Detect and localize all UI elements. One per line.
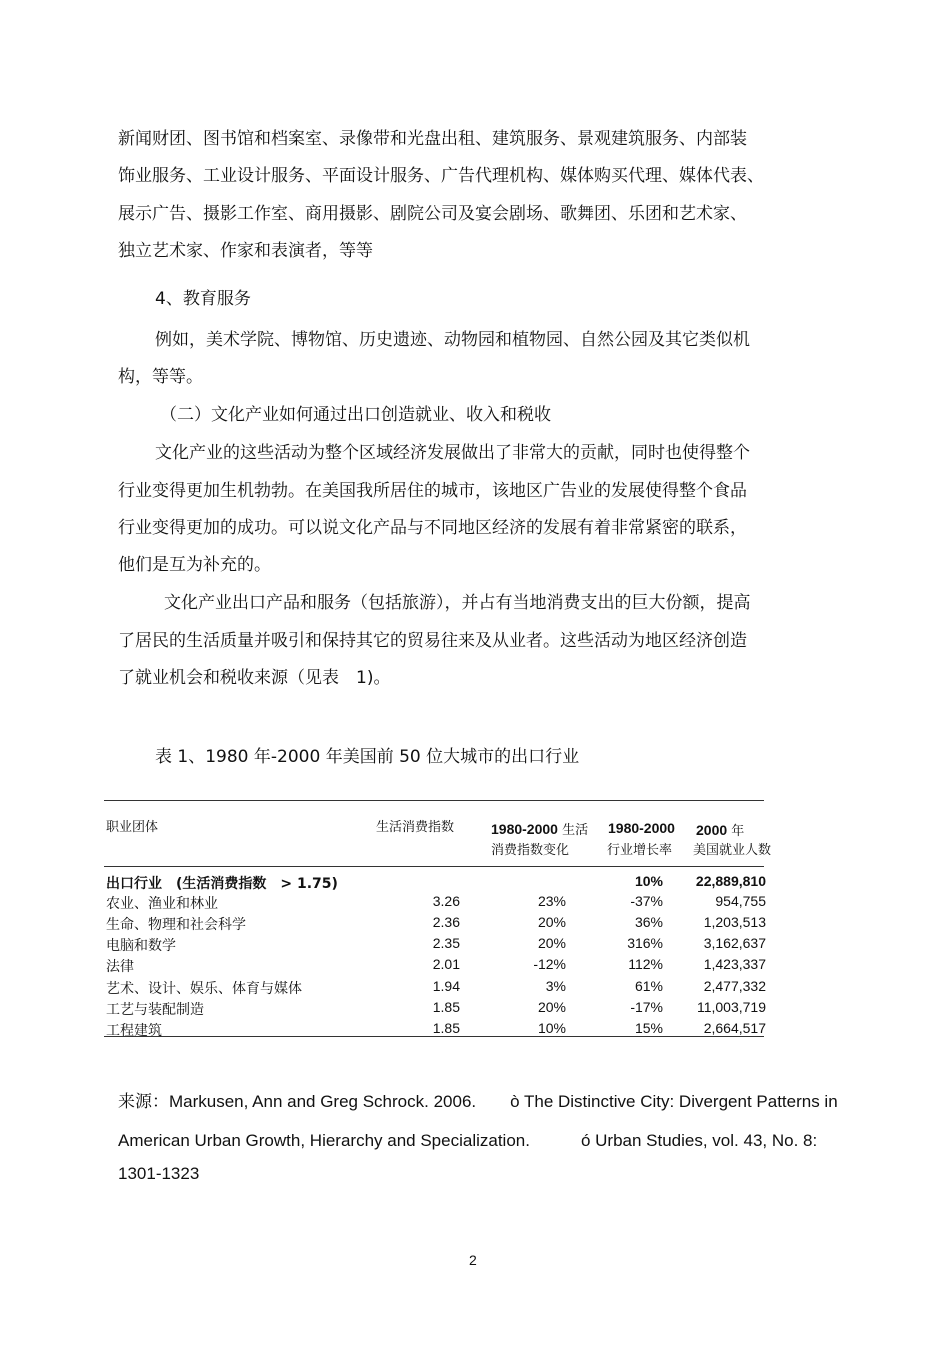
cell-index-change: 10% — [537, 1020, 566, 1036]
cell-index: 2.35 — [432, 935, 460, 951]
cell-index-change: 20% — [537, 999, 566, 1015]
header-index-change-line2: 消费指数变化 — [491, 843, 570, 858]
cell-growth: 36% — [634, 914, 663, 930]
source-line: 1301-1323 — [118, 1164, 200, 1183]
header-growth-line2: 行业增长率 — [607, 843, 673, 858]
table-row — [106, 999, 768, 1020]
cell-growth: 10% — [634, 873, 663, 889]
cell-group: 电脑和数学 — [106, 938, 176, 954]
table-row — [106, 893, 768, 914]
table-caption: 表 1、1980 年-2000 年美国前 50 位大城市的出口行业 — [155, 747, 580, 767]
subsection-heading: （二）文化产业如何通过出口创造就业、收入和税收 — [160, 405, 551, 425]
header-growth: 1980-2000 — [608, 820, 675, 836]
text-line: 他们是互为补充的。 — [118, 555, 271, 575]
table-row — [106, 914, 768, 935]
cell-group: 工艺与装配制造 — [106, 1002, 204, 1018]
cell-growth: 316% — [627, 935, 663, 951]
text-line: 例如，美术学院、博物馆、历史遗迹、动物园和植物园、自然公园及其它类似机 — [155, 330, 750, 350]
text-line: 构，等等。 — [118, 367, 203, 387]
cell-index: 1.94 — [432, 978, 460, 994]
cell-employment: 3,162,637 — [703, 935, 766, 951]
text-line: 独立艺术家、作家和表演者，等等 — [118, 241, 373, 261]
table-row — [106, 978, 768, 999]
source-line: 来源：Markusen, Ann and Greg Schrock. 2006. ò The Distinctive City: Divergent Patterns in — [118, 1092, 838, 1111]
cell-index: 1.85 — [432, 1020, 460, 1036]
table-row — [106, 956, 768, 977]
cell-index: 1.85 — [432, 999, 460, 1015]
cell-index-change: 23% — [537, 893, 566, 909]
cell-index-change: -12% — [533, 956, 566, 972]
header-occupation: 职业团体 — [106, 820, 159, 835]
table-top-rule — [104, 800, 764, 801]
table-row — [106, 1020, 768, 1041]
cell-group: 出口行业 (生活消费指数 > 1.75) — [106, 876, 338, 892]
cell-employment: 11,003,719 — [696, 999, 766, 1015]
cell-employment: 1,203,513 — [703, 914, 766, 930]
text-line: 文化产业出口产品和服务（包括旅游），并占有当地消费支出的巨大份额，提高 — [164, 593, 751, 613]
source-line: American Urban Growth, Hierarchy and Specialization. ó Urban Studies, vol. 43, No. 8: — [118, 1131, 818, 1150]
header-index: 生活消费指数 — [376, 820, 455, 835]
cell-group: 艺术、设计、娱乐、体育与媒体 — [106, 981, 302, 997]
section-heading: 4、教育服务 — [155, 289, 251, 309]
cell-index: 2.36 — [432, 914, 460, 930]
cell-employment: 22,889,810 — [695, 873, 766, 889]
cell-growth: -37% — [630, 893, 663, 909]
cell-employment: 2,477,332 — [703, 978, 766, 994]
cell-index-change: 20% — [537, 914, 566, 930]
cell-growth: -17% — [630, 999, 663, 1015]
cell-employment: 2,664,517 — [703, 1020, 766, 1036]
cell-group: 工程建筑 — [106, 1023, 162, 1039]
text-line: 了居民的生活质量并吸引和保持其它的贸易往来及从业者。这些活动为地区经济创造 — [118, 631, 747, 651]
table-row — [106, 935, 768, 956]
text-line: 文化产业的这些活动为整个区域经济发展做出了非常大的贡献，同时也使得整个 — [155, 443, 750, 463]
cell-employment: 1,423,337 — [703, 956, 766, 972]
cell-index-change: 20% — [537, 935, 566, 951]
text-line: 新闻财团、图书馆和档案室、录像带和光盘出租、建筑服务、景观建筑服务、内部装 — [118, 129, 747, 149]
cell-index: 3.26 — [432, 893, 460, 909]
table-bottom-rule — [104, 1036, 764, 1037]
table-header-rule — [104, 866, 764, 867]
cell-employment: 954,755 — [715, 893, 766, 909]
text-line: 行业变得更加的成功。可以说文化产品与不同地区经济的发展有着非常紧密的联系， — [118, 518, 747, 538]
header-index-change: 1980-2000 生活 — [491, 821, 589, 838]
cell-growth: 15% — [634, 1020, 663, 1036]
cell-index-change: 3% — [545, 978, 566, 994]
cell-group: 农业、渔业和林业 — [106, 896, 218, 912]
table-row — [106, 873, 768, 894]
cell-group: 法律 — [106, 959, 134, 975]
cell-group: 生命、物理和社会科学 — [106, 917, 246, 933]
text-line: 展示广告、摄影工作室、商用摄影、剧院公司及宴会剧场、歌舞团、乐团和艺术家、 — [118, 204, 747, 224]
cell-growth: 61% — [634, 978, 663, 994]
text-line: 饰业服务、工业设计服务、平面设计服务、广告代理机构、媒体购买代理、媒体代表、 — [118, 166, 764, 186]
cell-growth: 112% — [628, 956, 663, 972]
header-employment: 2000 年 — [696, 822, 745, 839]
text-line: 行业变得更加生机勃勃。在美国我所居住的城市，该地区广告业的发展使得整个食品 — [118, 481, 747, 501]
cell-index: 2.01 — [432, 956, 460, 972]
header-employment-line2: 美国就业人数 — [693, 843, 772, 858]
text-line: 了就业机会和税收来源（见表 1)。 — [118, 668, 391, 688]
page-number: 2 — [469, 1252, 477, 1268]
